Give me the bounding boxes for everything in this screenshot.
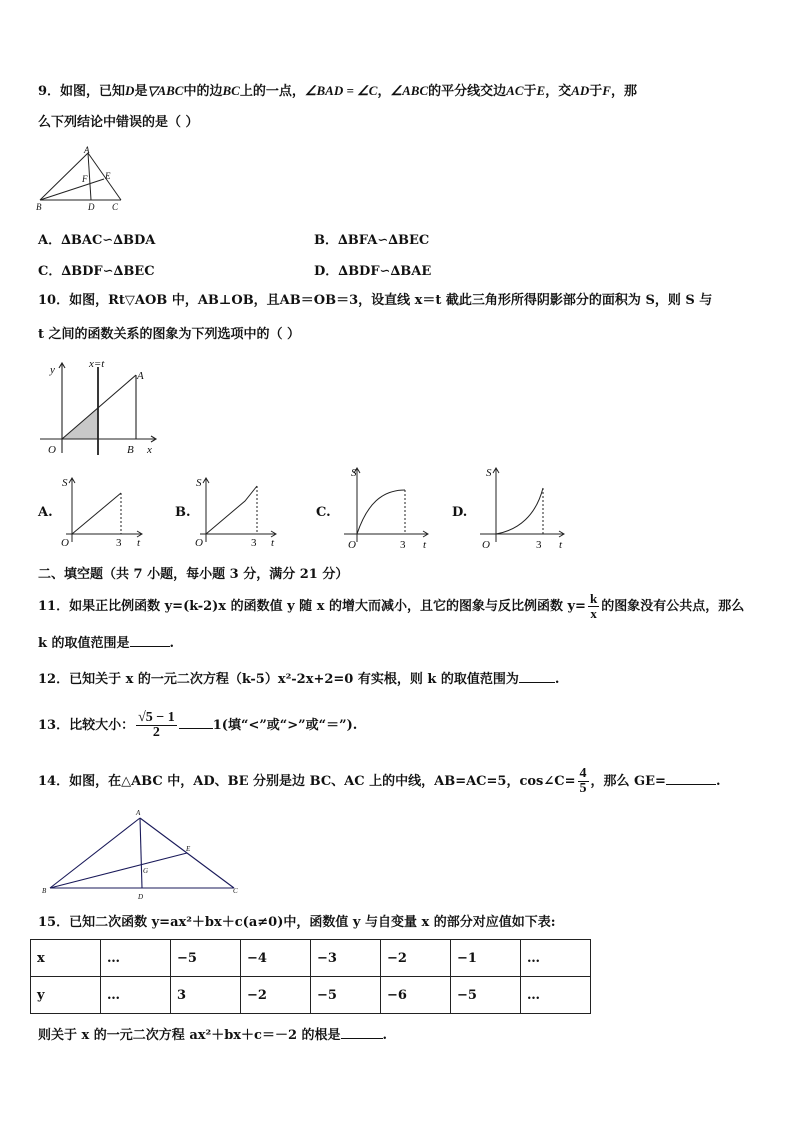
q9-label-E: E xyxy=(105,171,111,181)
q9-option-c[interactable]: C．∆BDF∽∆BEC xyxy=(38,264,155,279)
table-cell: −2 xyxy=(381,940,451,977)
q10-main-figure xyxy=(34,355,164,460)
q15-stem-line2: 则关于 x 的一元二次方程 ax²＋bx＋c＝－2 的根是 . xyxy=(38,1028,388,1043)
svg-text:S: S xyxy=(62,477,68,489)
svg-text:t: t xyxy=(423,539,427,551)
q10-option-c-label[interactable]: C. xyxy=(316,505,331,520)
q14-label-G: G xyxy=(143,867,149,875)
q9-label-F: F xyxy=(82,174,88,184)
svg-text:O: O xyxy=(195,537,203,549)
table-cell: −4 xyxy=(241,940,311,977)
q9-label-B: B xyxy=(36,202,42,212)
table-row xyxy=(31,977,591,1014)
q11-fraction-k-over-x: $\frac{k}{x}$ xyxy=(589,591,598,621)
table-cell: … xyxy=(521,940,591,977)
q10-option-a-graph[interactable] xyxy=(58,470,148,552)
q15-value-table xyxy=(30,939,591,1014)
q10-stem-line1: 10．如图，Rt▽AOB 中，AB⊥OB，且AB＝OB＝3，设直线 x＝t 截此三角形所得阴影部分的面积为 S，则 S 与 xyxy=(38,293,713,308)
table-cell: −5 xyxy=(311,977,381,1014)
q11-stem-line1: 11．如果正比例函数 y=(k-2)x 的函数值 y 随 x 的增大而减小，且它的图象与反比例函数 y= $\frac{k}{x}$ 的图象没有公共点，那么 xyxy=(38,591,745,621)
table-cell: … xyxy=(521,977,591,1014)
table-cell: x xyxy=(31,940,101,977)
q10-option-a-label[interactable]: A. xyxy=(38,505,53,520)
table-cell: −2 xyxy=(241,977,311,1014)
q9-option-d[interactable]: D．∆BDF∽∆BAE xyxy=(314,264,432,279)
q14-label-C: C xyxy=(233,887,238,895)
q14-label-D: D xyxy=(138,893,144,901)
q10-option-b-label[interactable]: B. xyxy=(175,505,191,520)
q14-fraction-four-fifths: $\frac{4}{5}$ xyxy=(579,766,587,796)
svg-text:O: O xyxy=(61,537,69,549)
q9-stem-line2: 么下列结论中错误的是（ ） xyxy=(38,115,199,130)
q10-option-c-graph[interactable] xyxy=(340,460,435,552)
table-cell: y xyxy=(31,977,101,1014)
q10-stem-line2: t 之间的函数关系的图象为下列选项中的（ ） xyxy=(38,327,301,342)
q9-label-D: D xyxy=(88,202,95,212)
q10-label-x: x xyxy=(147,444,152,456)
svg-text:3: 3 xyxy=(400,539,406,551)
table-cell: −6 xyxy=(381,977,451,1014)
q10-label-B: B xyxy=(127,444,134,456)
q13-fraction: $\frac{√5 - 1}{2}$ xyxy=(138,710,175,740)
table-cell: −1 xyxy=(451,940,521,977)
svg-text:O: O xyxy=(348,539,356,551)
svg-text:S: S xyxy=(196,477,202,489)
q10-option-d-graph[interactable] xyxy=(474,460,569,552)
q12-stem: 12．已知关于 x 的一元二次方程（k-5）x²-2x+2=0 有实根，则 k 的取值范围为 . xyxy=(38,672,560,687)
table-cell: −3 xyxy=(311,940,381,977)
table-cell: −5 xyxy=(451,977,521,1014)
svg-text:t: t xyxy=(559,539,563,551)
svg-text:t: t xyxy=(137,537,141,549)
q13-stem: 13．比较大小： $\frac{√5 - 1}{2}$ 1(填“<”或“>”或“＝”). xyxy=(38,710,358,740)
svg-text:3: 3 xyxy=(536,539,542,551)
q14-triangle-figure xyxy=(36,806,251,904)
q14-stem: 14．如图，在△ABC 中，AD、BE 分别是边 BC、AC 上的中线，AB=AC=5，cos∠C= $\frac{4}{5}$ ，那么 GE= . xyxy=(38,766,721,796)
q11-answer-blank[interactable] xyxy=(130,634,170,647)
table-cell: 3 xyxy=(171,977,241,1014)
q14-label-E: E xyxy=(186,845,191,853)
svg-text:3: 3 xyxy=(116,537,122,549)
q11-stem-line2: k 的取值范围是 . xyxy=(38,636,175,651)
q9-option-b[interactable]: B．∆BFA∽∆BEC xyxy=(314,233,430,248)
q10-option-d-label[interactable]: D. xyxy=(452,505,468,520)
q12-answer-blank[interactable] xyxy=(519,670,555,683)
table-cell: … xyxy=(101,940,171,977)
q14-answer-blank[interactable] xyxy=(666,772,716,785)
q9-label-C: C xyxy=(112,202,119,212)
svg-text:3: 3 xyxy=(251,537,257,549)
q9-option-a[interactable]: A．∆BAC∽∆BDA xyxy=(38,233,156,248)
svg-text:S: S xyxy=(351,467,357,479)
table-row xyxy=(31,940,591,977)
q15-stem-line1: 15．已知二次函数 y=ax²＋bx＋c(a≠0)中，函数值 y 与自变量 x 的部分对应值如下表: xyxy=(38,915,556,930)
svg-text:O: O xyxy=(482,539,490,551)
q10-option-b-graph[interactable] xyxy=(192,470,282,552)
q10-label-A: A xyxy=(137,370,144,382)
q13-answer-blank[interactable] xyxy=(179,716,213,729)
svg-text:t: t xyxy=(271,537,275,549)
q9-label-A: A xyxy=(84,146,90,155)
svg-text:S: S xyxy=(486,467,492,479)
section-heading-fill-in: 二、填空题（共 7 小题，每小题 3 分，满分 21 分） xyxy=(38,567,349,582)
q10-label-O: O xyxy=(48,444,56,456)
q9-triangle-figure xyxy=(34,146,134,216)
table-cell: −5 xyxy=(171,940,241,977)
q10-label-xt: x=t xyxy=(89,358,105,370)
q9-stem-line1: 9．如图，已知D是▽ABC中的边BC上的一点，∠BAD = ∠C，∠ABC的平分线交边AC于E，交AD于F，那 xyxy=(38,83,637,99)
q14-label-A: A xyxy=(136,809,141,817)
table-cell: … xyxy=(101,977,171,1014)
q15-answer-blank[interactable] xyxy=(341,1026,383,1039)
q10-label-y: y xyxy=(50,364,55,376)
q14-label-B: B xyxy=(42,887,47,895)
